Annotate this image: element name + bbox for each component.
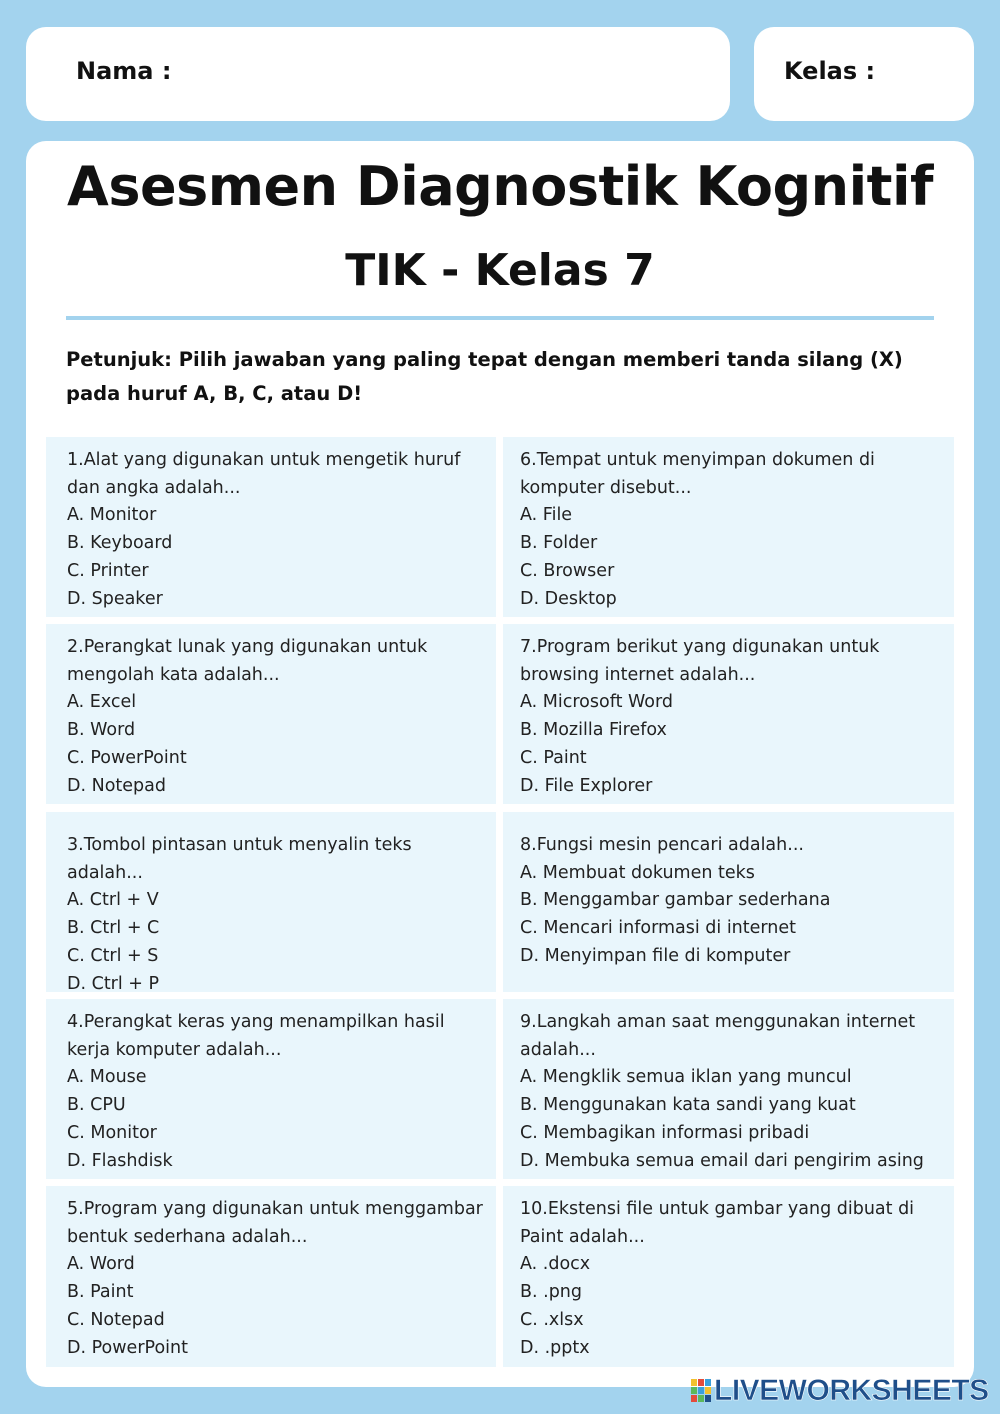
question-5	[46, 1186, 496, 1367]
option-c[interactable]: C. Mencari informasi di internet	[520, 918, 797, 939]
question-3	[46, 812, 496, 992]
option-a[interactable]: A. Excel	[67, 692, 137, 713]
question-7	[503, 624, 954, 804]
option-d[interactable]: D. Menyimpan file di komputer	[520, 945, 791, 966]
class-label: Kelas :	[784, 57, 876, 85]
page-subtitle: TIK - Kelas 7	[345, 245, 655, 296]
option-d[interactable]: D. Flashdisk	[67, 1150, 173, 1171]
question-text: 1.Alat yang digunakan untuk mengetik huruf dan angka adalah...	[67, 450, 461, 498]
option-b[interactable]: B. Word	[67, 720, 136, 741]
option-b[interactable]: B. Menggambar gambar sederhana	[520, 890, 831, 911]
instructions: Petunjuk: Pilih jawaban yang paling tepat dengan memberi tanda silang (X) pada huruf A, B, C, atau D!	[66, 348, 903, 405]
option-b[interactable]: B. Ctrl + C	[67, 918, 160, 939]
option-d[interactable]: D. Membuka semua email dari pengirim asing	[520, 1150, 924, 1171]
question-6	[503, 437, 954, 617]
question-1	[46, 437, 496, 617]
option-d[interactable]: D. File Explorer	[520, 775, 653, 796]
option-d[interactable]: D. .pptx	[520, 1337, 590, 1358]
option-c[interactable]: C. Ctrl + S	[67, 945, 159, 966]
question-text: 9.Langkah aman saat menggunakan internet adalah...	[520, 1012, 916, 1060]
question-text: 7.Program berikut yang digunakan untuk browsing internet adalah...	[520, 637, 880, 685]
worksheet-card	[26, 141, 974, 1387]
title-divider	[66, 316, 934, 320]
option-a[interactable]: A. Word	[67, 1254, 135, 1275]
question-8	[503, 812, 954, 992]
option-c[interactable]: C. Paint	[520, 747, 587, 768]
option-a[interactable]: A. File	[520, 505, 573, 526]
option-c[interactable]: C. Printer	[67, 560, 149, 581]
option-a[interactable]: A. .docx	[520, 1254, 591, 1275]
option-b[interactable]: B. Mozilla Firefox	[520, 720, 667, 741]
liveworksheets-logo	[690, 1375, 989, 1407]
question-text: 4.Perangkat keras yang menampilkan hasil kerja komputer adalah...	[67, 1012, 445, 1060]
option-b[interactable]: B. Folder	[520, 533, 598, 554]
option-b[interactable]: B. CPU	[67, 1095, 126, 1116]
option-d[interactable]: D. Speaker	[67, 588, 163, 609]
option-b[interactable]: B. .png	[520, 1282, 583, 1303]
question-9	[503, 999, 954, 1179]
option-c[interactable]: C. Membagikan informasi pribadi	[520, 1122, 810, 1143]
question-text: 5.Program yang digunakan untuk menggambar bentuk sederhana adalah...	[67, 1199, 483, 1247]
logo-blocks-icon	[690, 1378, 712, 1404]
class-field[interactable]	[754, 27, 974, 121]
option-a[interactable]: A. Mouse	[67, 1067, 147, 1088]
question-4	[46, 999, 496, 1179]
option-b[interactable]: B. Keyboard	[67, 533, 173, 554]
option-d[interactable]: D. Notepad	[67, 775, 166, 796]
option-a[interactable]: A. Monitor	[67, 505, 157, 526]
option-d[interactable]: D. Ctrl + P	[67, 973, 160, 994]
question-text: 2.Perangkat lunak yang digunakan untuk mengolah kata adalah...	[67, 637, 428, 685]
option-a[interactable]: A. Membuat dokumen teks	[520, 862, 755, 883]
name-label: Nama :	[76, 57, 172, 85]
name-field[interactable]	[26, 27, 730, 121]
option-c[interactable]: C. .xlsx	[520, 1309, 584, 1330]
question-text: 8.Fungsi mesin pencari adalah...	[520, 835, 804, 855]
option-b[interactable]: B. Menggunakan kata sandi yang kuat	[520, 1095, 856, 1116]
question-text: 3.Tombol pintasan untuk menyalin teks adalah...	[67, 835, 412, 883]
option-d[interactable]: D. Desktop	[520, 588, 617, 609]
question-10	[503, 1186, 954, 1367]
question-2	[46, 624, 496, 804]
page-title: Asesmen Diagnostik Kognitif	[67, 155, 933, 218]
option-a[interactable]: A. Mengklik semua iklan yang muncul	[520, 1067, 852, 1088]
option-d[interactable]: D. PowerPoint	[67, 1337, 188, 1358]
option-c[interactable]: C. Monitor	[67, 1122, 157, 1143]
option-a[interactable]: A. Microsoft Word	[520, 692, 673, 713]
option-c[interactable]: C. Notepad	[67, 1309, 165, 1330]
option-b[interactable]: B. Paint	[67, 1282, 134, 1303]
question-text: 6.Tempat untuk menyimpan dokumen di komputer disebut...	[520, 450, 875, 498]
option-c[interactable]: C. PowerPoint	[67, 747, 187, 768]
question-text: 10.Ekstensi file untuk gambar yang dibuat di Paint adalah...	[520, 1199, 915, 1247]
option-a[interactable]: A. Ctrl + V	[67, 890, 159, 911]
logo-text: LIVEWORKSHEETS	[714, 1374, 989, 1407]
option-c[interactable]: C. Browser	[520, 560, 615, 581]
